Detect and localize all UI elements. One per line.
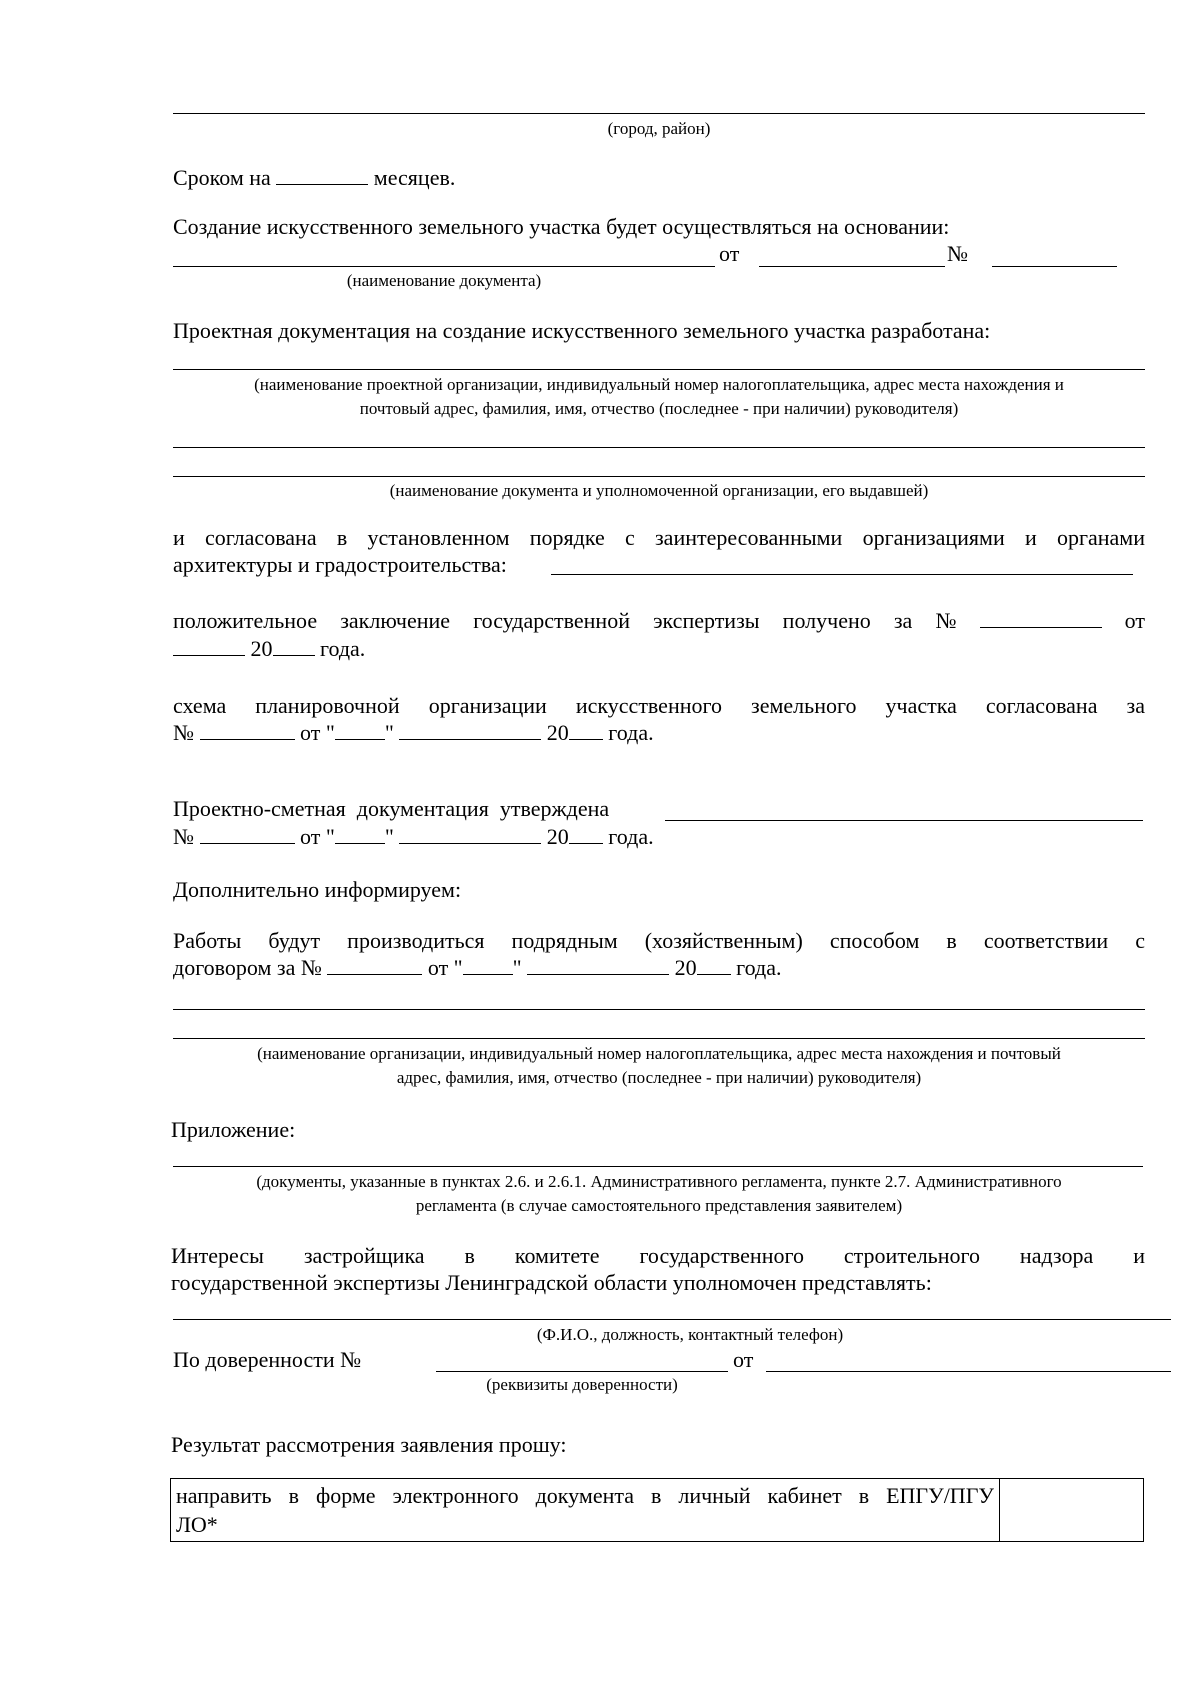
expertise-day-field[interactable] bbox=[173, 637, 245, 656]
works-year-prefix: 20 bbox=[674, 955, 697, 980]
proxy-label: По доверенности № bbox=[173, 1347, 362, 1372]
project-doc-caption: (наименование документа и уполномоченной организации, его выдавшей) bbox=[389, 481, 929, 500]
expertise-year-field[interactable] bbox=[273, 637, 315, 656]
estimate-from-label: от " bbox=[300, 824, 335, 849]
estimate-word-2: документация bbox=[356, 796, 489, 821]
appendix-caption-line2: регламента (в случае самостоятельного представления заявителем) bbox=[415, 1196, 903, 1215]
estimate-word-1: Проектно-сметная bbox=[173, 796, 346, 821]
basis-from-label: от bbox=[719, 241, 740, 266]
estimate-year-suffix: года. bbox=[608, 824, 654, 849]
result-option-line2: ЛО* bbox=[176, 1512, 218, 1537]
works-org-line-1[interactable] bbox=[173, 1009, 1145, 1010]
scheme-year-field[interactable] bbox=[569, 721, 603, 740]
scheme-month-field[interactable] bbox=[399, 721, 541, 740]
result-label: Результат рассмотрения заявления прошу: bbox=[171, 1432, 567, 1457]
expertise-word-4: экспертизы bbox=[653, 608, 760, 633]
agreed-line2: архитектуры и градостроительства: bbox=[173, 552, 507, 577]
basis-text: Создание искусственного земельного участка будет осуществляться на основании: bbox=[173, 214, 950, 239]
interests-caption: (Ф.И.О., должность, контактный телефон) bbox=[536, 1325, 844, 1344]
basis-number-field[interactable] bbox=[992, 266, 1117, 267]
interests-line2: государственной экспертизы Ленинградской области уполномочен представлять: bbox=[171, 1270, 932, 1295]
basis-caption: (наименование документа) bbox=[346, 271, 542, 290]
city-caption: (город, район) bbox=[607, 119, 711, 138]
works-year-suffix: года. bbox=[736, 955, 782, 980]
works-month-field[interactable] bbox=[527, 956, 669, 975]
proxy-from-label: от bbox=[733, 1347, 754, 1372]
interests-line1: Интересы застройщика в комитете государственного строительного надзора и bbox=[171, 1243, 1145, 1268]
proxy-date-field[interactable] bbox=[766, 1371, 1171, 1372]
expertise-word-2: заключение bbox=[340, 608, 451, 633]
expertise-year-prefix: 20 bbox=[250, 636, 273, 661]
works-contract-label: договором за № bbox=[173, 955, 322, 980]
proxy-caption: (реквизиты доверенности) bbox=[486, 1375, 678, 1394]
works-year-field[interactable] bbox=[697, 956, 731, 975]
term-months-field[interactable] bbox=[276, 166, 368, 185]
works-caption-line1: (наименование организации, индивидуальный номер налогоплательщика, адрес места нахождения и почтовый bbox=[257, 1044, 1061, 1063]
works-org-line-2[interactable] bbox=[173, 1038, 1145, 1039]
estimate-line1 bbox=[173, 796, 609, 822]
project-text: Проектная документация на создание искусственного земельного участка разработана: bbox=[173, 318, 991, 343]
expertise-number-field[interactable] bbox=[980, 609, 1102, 628]
scheme-from-label: от " bbox=[300, 720, 335, 745]
agreed-authority-field[interactable] bbox=[551, 574, 1133, 575]
expertise-year-suffix: года. bbox=[320, 636, 366, 661]
estimate-year-field[interactable] bbox=[569, 825, 603, 844]
estimate-month-field[interactable] bbox=[399, 825, 541, 844]
result-option-cell bbox=[171, 1479, 1000, 1541]
estimate-number-field[interactable] bbox=[200, 825, 295, 844]
term-row bbox=[173, 165, 455, 191]
works-line1: Работы будут производиться подрядным (хозяйственным) способом в соответствии с bbox=[173, 928, 1145, 953]
expertise-word-5: получено bbox=[782, 608, 871, 633]
works-from-label: от " bbox=[427, 955, 463, 980]
estimate-word-3: утверждена bbox=[499, 796, 610, 821]
basis-document-field[interactable] bbox=[173, 266, 715, 267]
expertise-word-1: положительное bbox=[173, 608, 318, 633]
estimate-close-quote: " bbox=[384, 824, 394, 849]
works-close-quote: " bbox=[512, 955, 522, 980]
result-option-line1: направить в форме электронного документа в личный кабинет в ЕПГУ/ПГУ bbox=[176, 1483, 994, 1508]
estimate-line2 bbox=[173, 824, 654, 850]
works-line2 bbox=[173, 955, 781, 981]
scheme-number-field[interactable] bbox=[200, 721, 295, 740]
scheme-year-suffix: года. bbox=[608, 720, 654, 745]
result-option-checkbox[interactable] bbox=[1001, 1479, 1143, 1541]
project-line-2[interactable] bbox=[173, 447, 1145, 448]
works-day-field[interactable] bbox=[463, 956, 513, 975]
result-table bbox=[170, 1478, 1144, 1542]
scheme-number-label: № bbox=[173, 720, 194, 745]
expertise-word-3: государственной bbox=[473, 608, 630, 633]
estimate-authority-field[interactable] bbox=[665, 820, 1143, 821]
basis-number-label: № bbox=[947, 241, 968, 266]
estimate-day-field[interactable] bbox=[335, 825, 385, 844]
works-caption-line2: адрес, фамилия, имя, отчество (последнее - при наличии) руководителя) bbox=[396, 1068, 922, 1087]
scheme-year-prefix: 20 bbox=[546, 720, 569, 745]
expertise-line1 bbox=[173, 608, 1145, 634]
estimate-number-label: № bbox=[173, 824, 194, 849]
interests-representative-field[interactable] bbox=[173, 1319, 1171, 1320]
appendix-label: Приложение: bbox=[171, 1117, 296, 1142]
term-prefix: Сроком на bbox=[173, 165, 271, 190]
project-caption-line1: (наименование проектной организации, индивидуальный номер налогоплательщика, адрес места нахождения и bbox=[254, 375, 1064, 394]
proxy-details-field[interactable] bbox=[436, 1371, 728, 1372]
appendix-caption-line1: (документы, указанные в пунктах 2.6. и 2.6.1. Административного регламента, пункте 2.7. Административного bbox=[256, 1172, 1062, 1191]
expertise-word-7: № bbox=[935, 608, 957, 633]
appendix-line[interactable] bbox=[173, 1166, 1143, 1167]
expertise-word-6: за bbox=[893, 608, 913, 633]
project-caption-line2: почтовый адрес, фамилия, имя, отчество (последнее - при наличии) руководителя) bbox=[359, 399, 959, 418]
scheme-line1: схема планировочной организации искусственного земельного участка согласована за bbox=[173, 693, 1145, 718]
scheme-close-quote: " bbox=[384, 720, 394, 745]
scheme-line2 bbox=[173, 720, 654, 746]
term-suffix: месяцев. bbox=[373, 165, 456, 190]
agreed-line1: и согласована в установленном порядке с заинтересованными организациями и органами bbox=[173, 525, 1145, 550]
expertise-from-label: от bbox=[1124, 608, 1145, 633]
scheme-day-field[interactable] bbox=[335, 721, 385, 740]
project-doc-line[interactable] bbox=[173, 476, 1145, 477]
city-line bbox=[173, 113, 1145, 114]
estimate-year-prefix: 20 bbox=[546, 824, 569, 849]
additional-label: Дополнительно информируем: bbox=[173, 877, 462, 902]
expertise-line2 bbox=[173, 636, 365, 662]
basis-date-field[interactable] bbox=[759, 266, 945, 267]
works-contract-number-field[interactable] bbox=[327, 956, 422, 975]
project-org-line[interactable] bbox=[173, 369, 1145, 370]
